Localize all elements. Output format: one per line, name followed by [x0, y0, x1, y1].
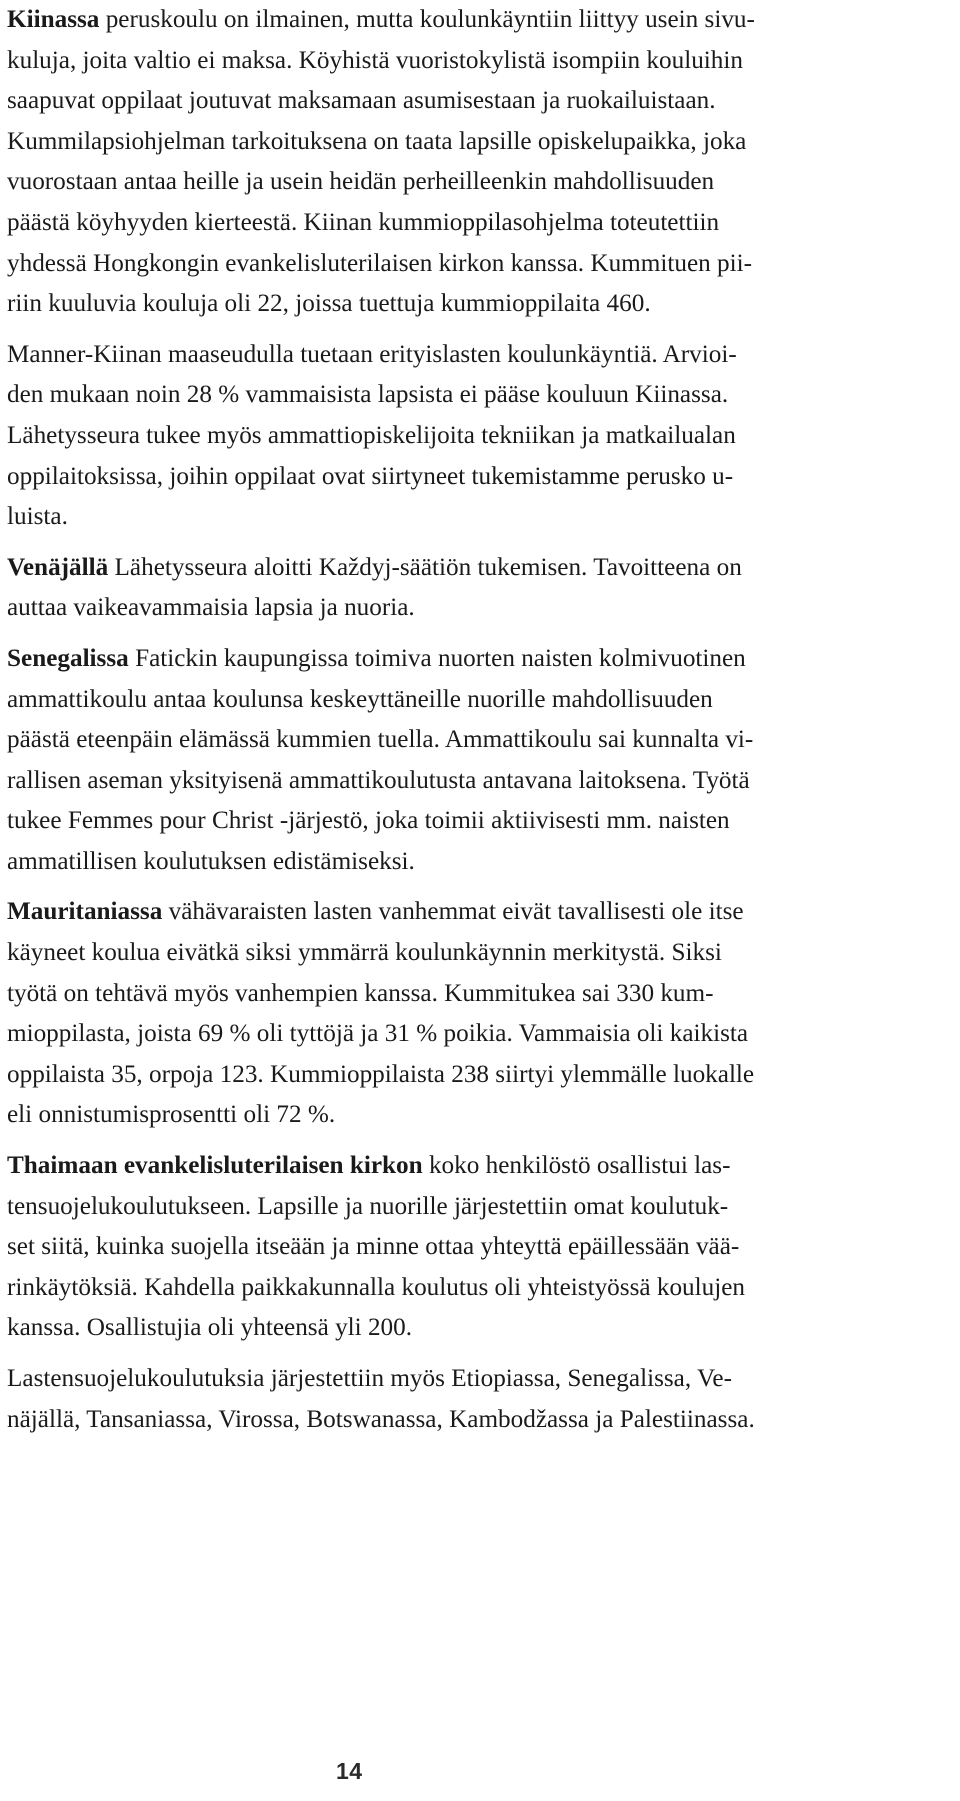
text-span: peruskoulu on ilmainen, mutta koulunkäyntiin liittyy usein sivu- — [99, 6, 755, 33]
text-line: auttaa vaikeavammaisia lapsia ja nuoria. — [7, 594, 415, 622]
paragraph-lead: Venäjällä — [7, 553, 109, 581]
text-line: rinkäytöksiä. Kahdella paikkakunnalla koulutus oli yhteistyössä koulujen — [7, 1273, 746, 1301]
paragraph-child-protection — [7, 1359, 951, 1440]
paragraph-senegal — [7, 639, 951, 883]
text-line: oppilaitoksissa, joihin oppilaat ovat siirtyneet tukemistamme perusko u- — [7, 462, 734, 490]
text-line: työtä on tehtävä myös vanhempien kanssa. Kummitukea sai 330 kum- — [7, 979, 714, 1007]
paragraph-lead: Senegalissa — [7, 644, 129, 672]
paragraph-russia — [7, 548, 951, 629]
text-line: Manner-Kiinan maaseudulla tuetaan erityislasten koulunkäyntiä. Arvioi- — [7, 340, 737, 368]
text-line: tukee Femmes pour Christ -järjestö, joka toimii aktiivisesti mm. naisten — [7, 807, 730, 835]
text-line: mioppilasta, joista 69 % oli tyttöjä ja 31 % poikia. Vammaisia oli kaikista — [7, 1020, 749, 1048]
text-line: Kummilapsiohjelman tarkoituksena on taata lapsille opiskelupaikka, joka — [7, 127, 747, 155]
text-line: päästä köyhyyden kierteestä. Kiinan kummioppilasohjelma toteutettiin — [7, 208, 720, 236]
text-line: rallisen aseman yksityisenä ammattikoulutusta antavana laitoksena. Työtä — [7, 766, 750, 794]
text-line: riin kuuluvia kouluja oli 22, joissa tuettuja kummioppilaita 460. — [7, 290, 651, 318]
text-line — [7, 639, 951, 680]
text-line — [7, 548, 951, 589]
text-line: yhdessä Hongkongin evankelisluterilaisen kirkon kanssa. Kummituen pii- — [7, 249, 752, 277]
text-line — [7, 1146, 951, 1187]
text-line: den mukaan noin 28 % vammaisista lapsista ei pääse kouluun Kiinassa. — [7, 381, 729, 409]
text-span: vähävaraisten lasten vanhemmat eivät tavallisesti ole itse — [162, 898, 744, 926]
paragraph-mauritania — [7, 892, 951, 1136]
text-line: ammattikoulu antaa koulunsa keskeyttäneille nuorille mahdollisuuden — [7, 685, 713, 713]
text-line: set siitä, kuinka suojella itseään ja minne ottaa yhteyttä epäillessään vää- — [7, 1233, 740, 1261]
text-line: oppilaista 35, orpoja 123. Kummioppilaista 238 siirtyi ylemmälle luokalle — [7, 1060, 755, 1088]
text-line: tensuojelukoulutukseen. Lapsille ja nuorille järjestettiin omat koulutuk- — [7, 1192, 729, 1220]
paragraph-lead: Mauritaniassa — [7, 898, 163, 926]
paragraph-lead: Kiinassa — [7, 6, 100, 33]
text-line — [7, 892, 951, 933]
page-number: 14 — [336, 1758, 363, 1784]
text-line: vuorostaan antaa heille ja usein heidän perheilleenkin mahdollisuuden — [7, 168, 715, 196]
text-line — [7, 0, 951, 41]
text-line: näjällä, Tansaniassa, Virossa, Botswanassa, Kambodžassa ja Palestiinassa. — [7, 1405, 755, 1433]
paragraph-lead: Thaimaan evankelisluterilaisen kirkon — [7, 1152, 423, 1180]
text-line: eli onnistumisprosentti oli 72 %. — [7, 1101, 336, 1129]
text-line: saapuvat oppilaat joutuvat maksamaan asumisestaan ja ruokailuistaan. — [7, 87, 716, 115]
text-line: kanssa. Osallistujia oli yhteensä yli 200. — [7, 1314, 413, 1342]
text-span: Lähetysseura aloitti Každyj-säätiön tukemisen. Tavoitteena on — [108, 553, 742, 581]
paragraph-mainland-china — [7, 335, 951, 538]
paragraph-china — [7, 0, 951, 325]
text-line: Lähetysseura tukee myös ammattiopiskelijoita tekniikan ja matkailualan — [7, 421, 736, 449]
text-line: luista. — [7, 503, 68, 531]
document-page — [7, 0, 951, 1440]
text-span: Fatickin kaupungissa toimiva nuorten naisten kolmivuotinen — [128, 644, 746, 672]
paragraph-thailand — [7, 1146, 951, 1349]
text-line: päästä eteenpäin elämässä kummien tuella. Ammattikoulu sai kunnalta vi- — [7, 726, 754, 754]
text-line: ammatillisen koulutuksen edistämiseksi. — [7, 847, 415, 875]
text-span: koko henkilöstö osallistui las- — [422, 1152, 731, 1180]
text-line: Lastensuojelukoulutuksia järjestettiin myös Etiopiassa, Senegalissa, Ve- — [7, 1365, 732, 1392]
text-line: kuluja, joita valtio ei maksa. Köyhistä vuoristokylistä isompiin kouluihin — [7, 46, 743, 74]
text-line: käyneet koulua eivätkä siksi ymmärrä koulunkäynnin merkitystä. Siksi — [7, 939, 722, 967]
